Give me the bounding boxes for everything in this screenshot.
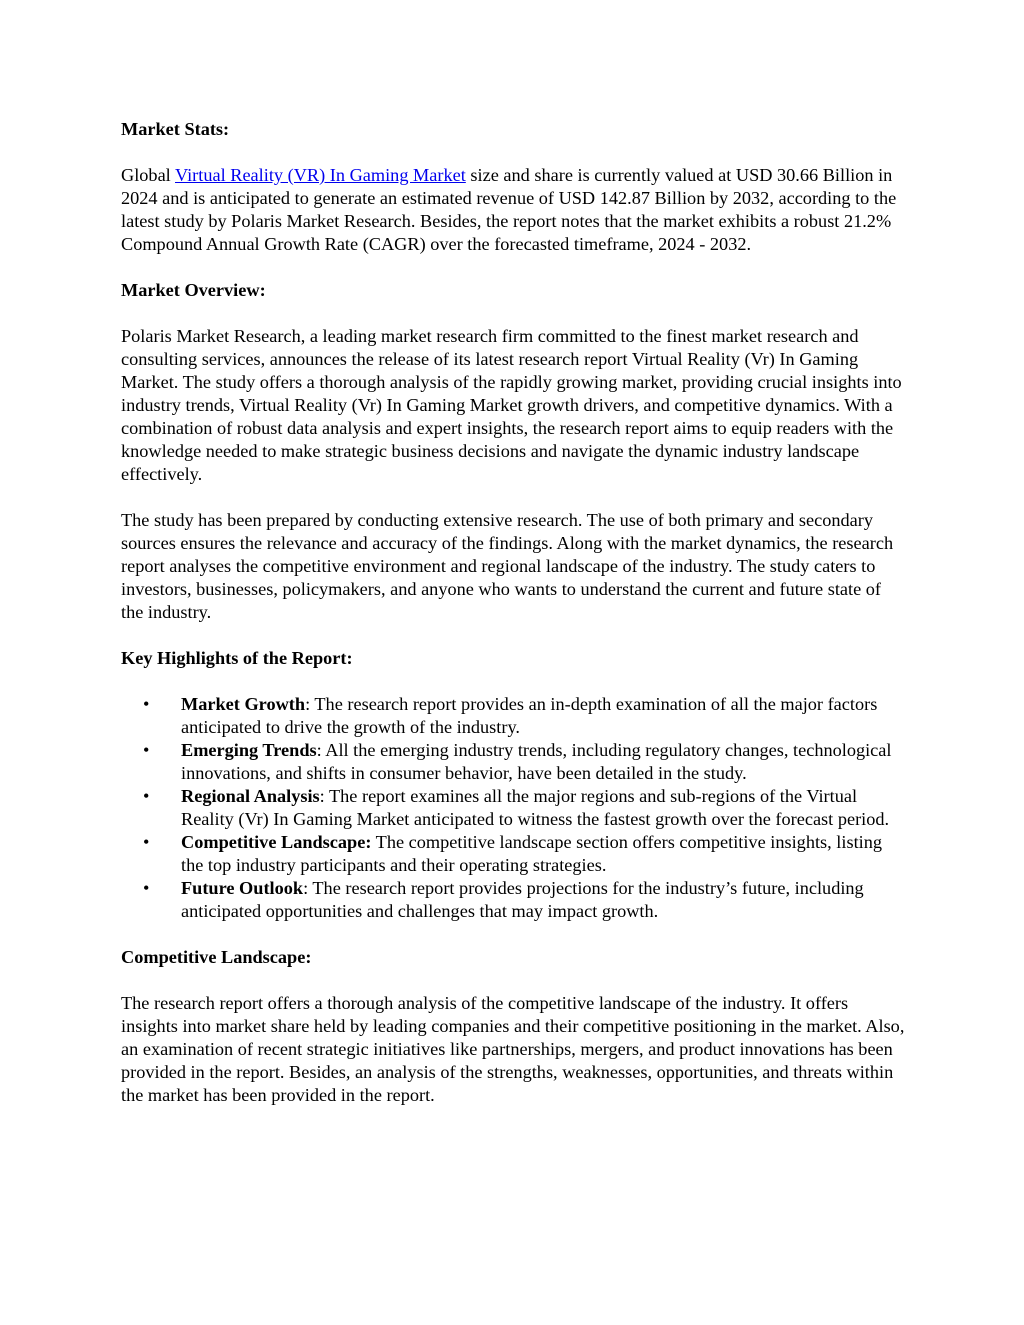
spacer [121,256,906,279]
list-item-text: : All the emerging industry trends, including regulatory changes, technological innovations, and shifts in consumer behavior, have been detailed in the study. [181,740,892,783]
key-highlights-list [121,693,906,923]
spacer [121,302,906,325]
spacer [121,923,906,946]
key-highlights-heading: Key Highlights of the Report: [121,648,353,668]
spacer [121,969,906,992]
list-item-text: The competitive landscape section offers competitive insights, listing the top industry participants and their operating strategies. [181,832,883,875]
list-item [121,831,906,877]
document-page [121,118,906,1107]
competitive-landscape-paragraph: The research report offers a thorough analysis of the competitive landscape of the industry. It offers insights into market share held by leading companies and their competitive positioning in the market. Also, an examination of recent strategic initiatives like partnerships, mergers, and product innovations has been provided in the report. Besides, an analysis of the strengths, weaknesses, opportunities, and threats within the market has been provided in the report. [121,993,905,1105]
spacer [121,486,906,509]
list-item-title: Regional Analysis [181,786,320,806]
list-item-text: : The research report provides an in-depth examination of all the major factors anticipated to drive the growth of the industry. [181,694,878,737]
market-report-link[interactable]: Virtual Reality (VR) In Gaming Market [175,165,466,185]
spacer [121,624,906,647]
list-item-title: Competitive Landscape: [181,832,372,852]
list-item [121,693,906,739]
bullet-icon: • [143,878,150,898]
market-overview-paragraph-1: Polaris Market Research, a leading market research firm committed to the finest market research and consulting services, announces the release of its latest research report Virtual Reality (Vr) In Gaming Market. The study offers a thorough analysis of the rapidly growing market, providing crucial insights into industry trends, Virtual Reality (Vr) In Gaming Market growth drivers, and competitive dynamics. With a combination of robust data analysis and expert insights, the research report aims to equip readers with the knowledge needed to make strategic business decisions and navigate the dynamic industry landscape effectively. [121,326,902,484]
list-item-title: Future Outlook [181,878,304,898]
list-item-title: Market Growth [181,694,306,714]
list-item [121,877,906,923]
list-item [121,739,906,785]
bullet-icon: • [143,832,150,852]
market-stats-text-before-link: Global [121,165,175,185]
bullet-icon: • [143,740,150,760]
list-item-text: : The research report provides projections for the industry’s future, including anticipated opportunities and challenges that may impact growth. [181,878,864,921]
spacer [121,670,906,693]
bullet-icon: • [143,786,150,806]
list-item-text: : The report examines all the major regions and sub-regions of the Virtual Reality (Vr) In Gaming Market anticipated to witness the fastest growth over the forecast period. [181,786,890,829]
market-stats-text-after-link: size and share is currently valued at USD 30.66 Billion in 2024 and is anticipated to generate an estimated revenue of USD 142.87 Billion by 2032, according to the latest study by Polaris Market Research. Besides, the report notes that the market exhibits a robust 21.2% Compound Annual Growth Rate (CAGR) over the forecasted timeframe, 2024 - 2032. [121,165,897,254]
competitive-landscape-heading: Competitive Landscape: [121,947,312,967]
market-overview-paragraph-2: The study has been prepared by conducting extensive research. The use of both primary and secondary sources ensures the relevance and accuracy of the findings. Along with the market dynamics, the research report analyses the competitive environment and regional landscape of the industry. The study caters to investors, businesses, policymakers, and anyone who wants to understand the current and future state of the industry. [121,510,894,622]
bullet-icon: • [143,694,150,714]
spacer [121,141,906,164]
market-stats-heading: Market Stats: [121,119,230,139]
market-stats-paragraph [121,164,906,256]
list-item [121,785,906,831]
list-item-title: Emerging Trends [181,740,317,760]
market-overview-heading: Market Overview: [121,280,266,300]
